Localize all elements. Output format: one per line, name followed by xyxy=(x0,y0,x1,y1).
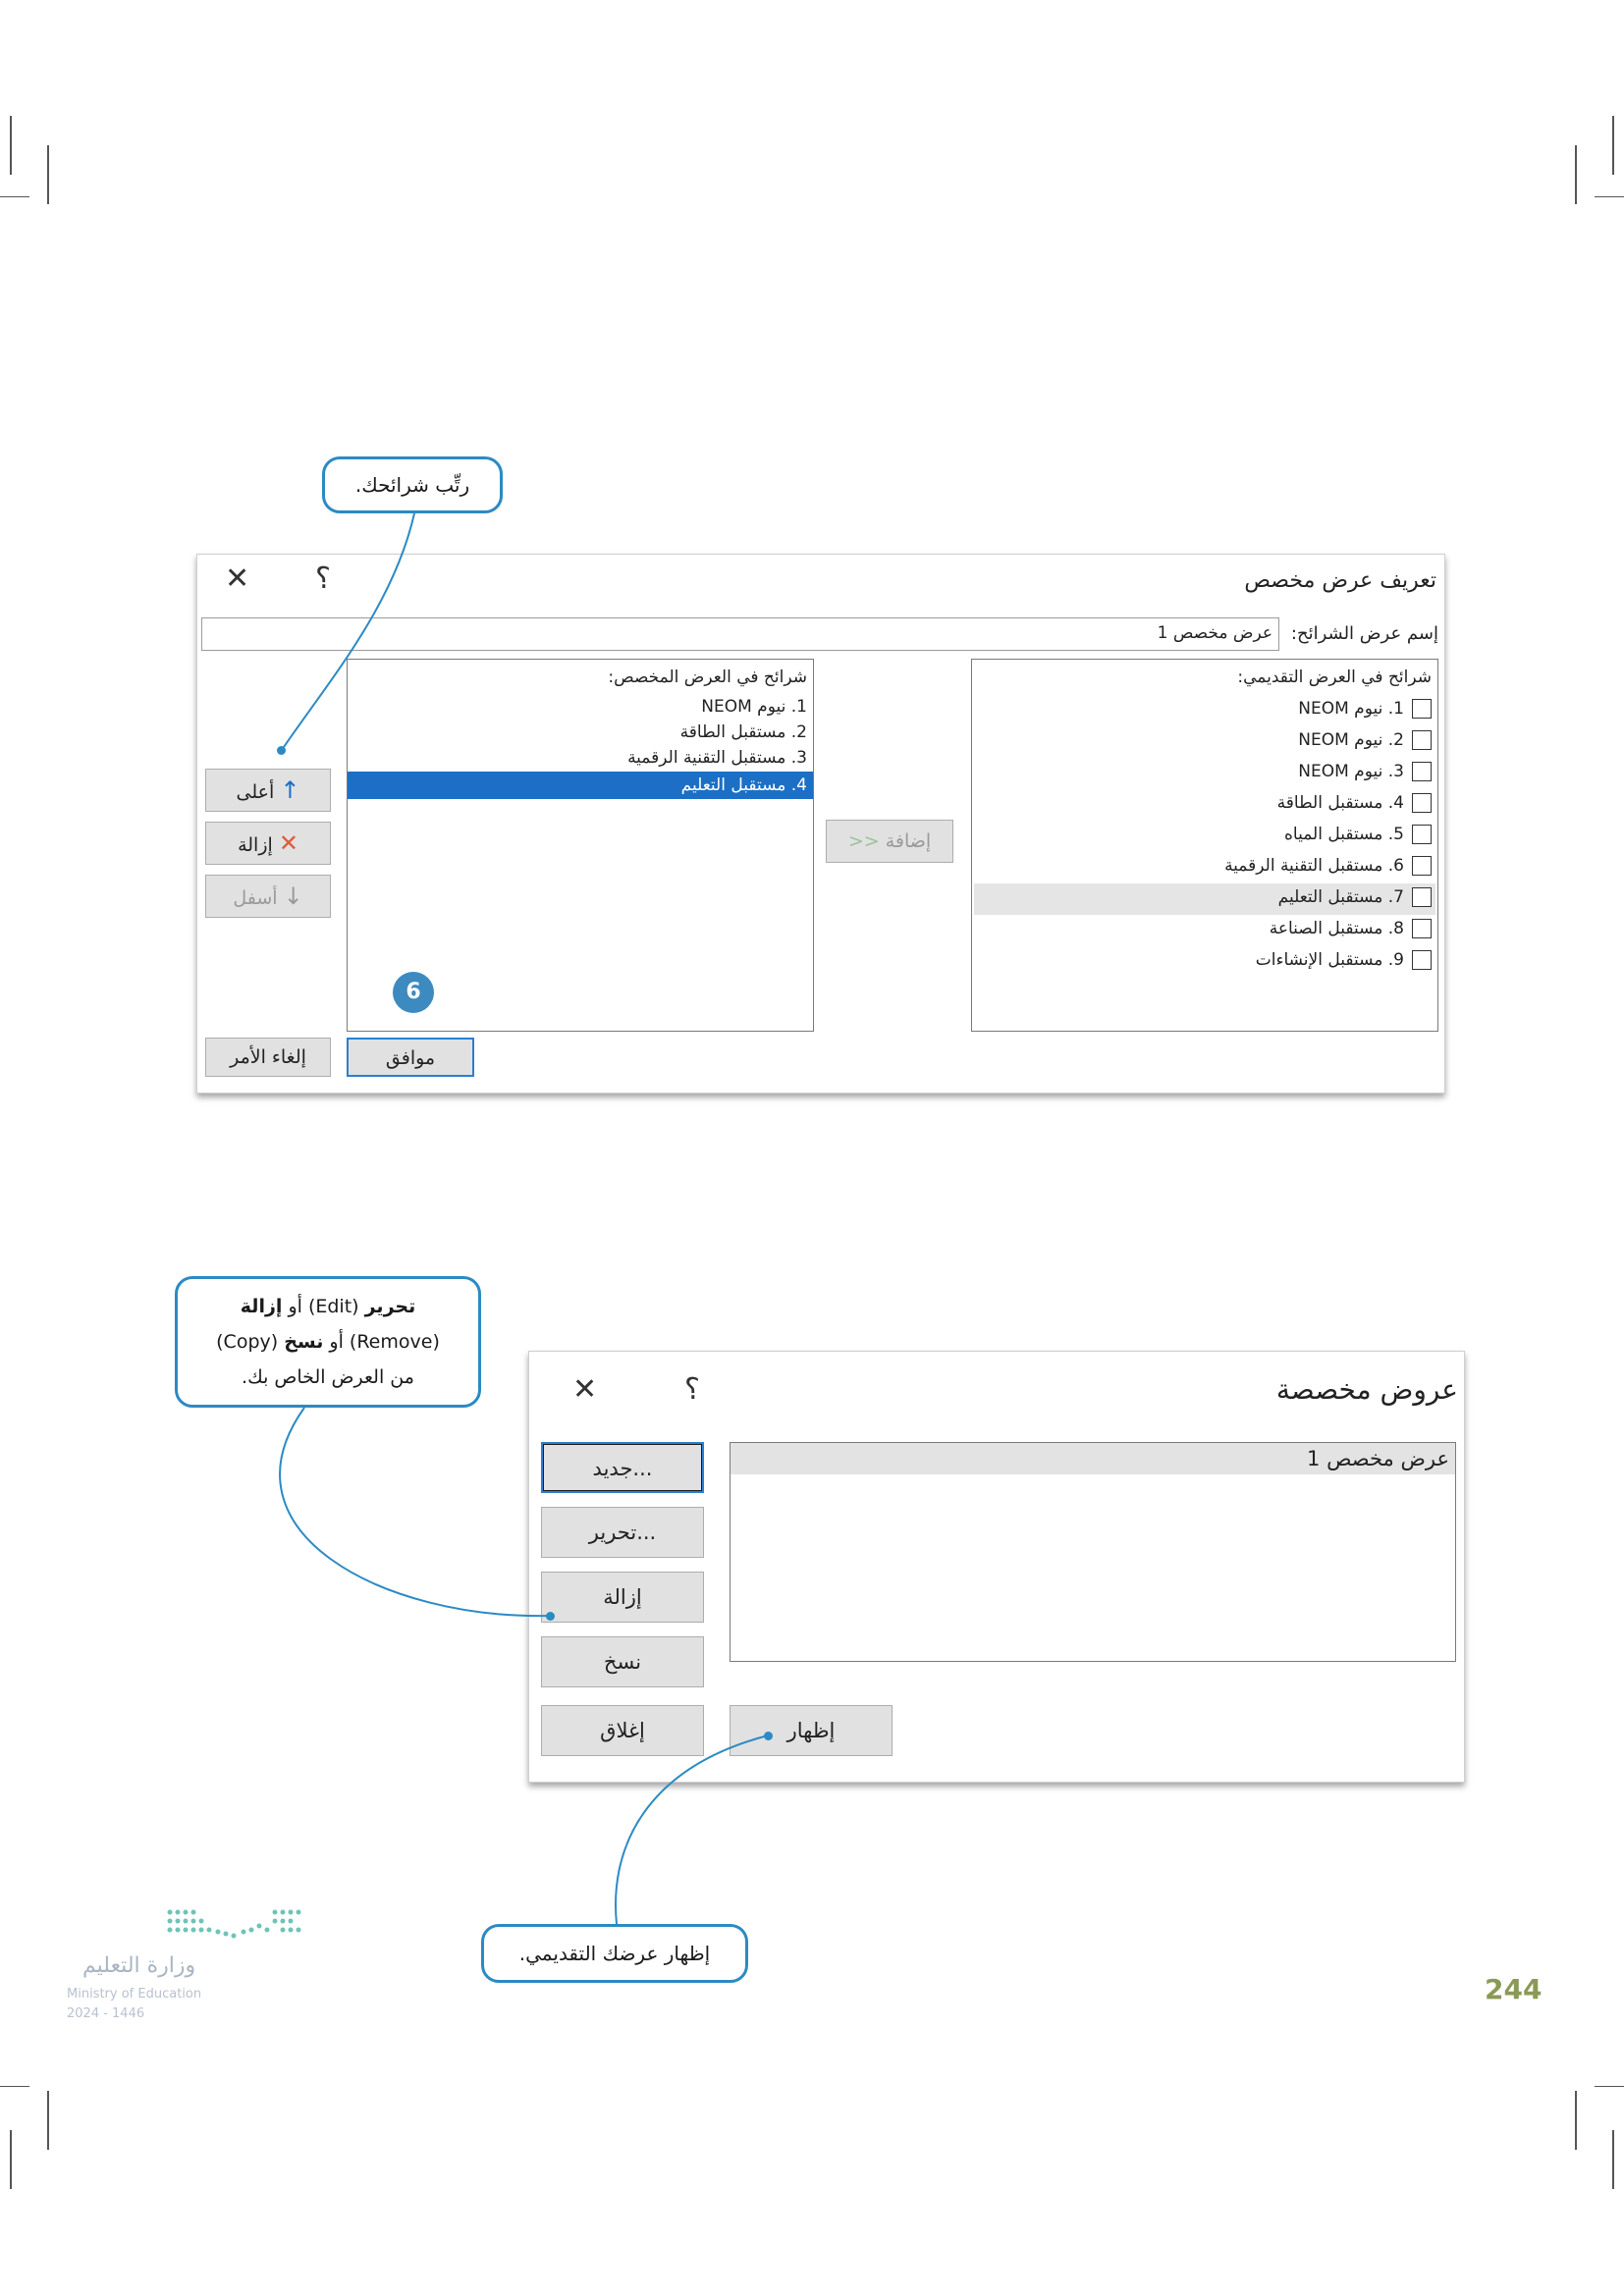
close-label: إغلاق xyxy=(600,1719,645,1742)
callout-line-1: تحرير (Edit) أو إزالة xyxy=(240,1296,416,1317)
help-icon[interactable]: ؟ xyxy=(315,561,331,596)
callout-line-3: من العرض الخاص بك. xyxy=(242,1366,414,1388)
remove-label: إزالة xyxy=(238,834,273,856)
list-item[interactable]: 3. مستقبل التقنية الرقمية xyxy=(627,748,807,768)
callout-line-2: (Remove) أو نسخ (Copy) xyxy=(216,1331,440,1353)
ministry-name-ar: وزارة التعليم xyxy=(82,1953,196,1978)
list-item[interactable]: 3. نيوم NEOM xyxy=(1298,762,1432,781)
new-label: جديد... xyxy=(592,1457,653,1480)
down-arrow-icon: ↓ xyxy=(283,882,303,910)
list-header: شرائح في العرض المخصص: xyxy=(608,667,807,687)
double-arrow-icon: << xyxy=(847,830,880,852)
list-item[interactable]: 1. نيوم NEOM xyxy=(701,697,807,717)
list-item[interactable]: 2. نيوم NEOM xyxy=(1298,730,1432,750)
ok-label: موافق xyxy=(385,1047,436,1069)
remove-x-icon: ✕ xyxy=(278,829,298,857)
page-number: 244 xyxy=(1485,1973,1543,2005)
name-label: إسم عرض الشرائح: xyxy=(1290,623,1438,644)
dialog-title: تعريف عرض مخصص xyxy=(1244,568,1436,593)
list-item-selected: 4. مستقبل التعليم xyxy=(680,775,807,795)
list-item[interactable]: 8. مستقبل الصناعة xyxy=(1270,919,1432,938)
ministry-name-en: Ministry of Education xyxy=(67,1987,202,2002)
list-item[interactable]: 6. مستقبل التقنية الرقمية xyxy=(1224,856,1432,876)
list-item[interactable]: 9. مستقبل الإنشاءات xyxy=(1256,950,1432,970)
list-item[interactable]: 5. مستقبل المياه xyxy=(1284,825,1432,844)
list-item[interactable]: 7. مستقبل التعليم xyxy=(1278,887,1432,907)
list-item[interactable]: 1. نيوم NEOM xyxy=(1298,699,1432,719)
name-input-value: عرض مخصص 1 xyxy=(1157,623,1272,643)
connector-dot xyxy=(764,1732,773,1740)
dialog-title: عروض مخصصة xyxy=(1275,1373,1458,1406)
list-item[interactable]: عرض مخصص 1 xyxy=(1307,1447,1449,1470)
add-label: إضافة xyxy=(885,830,932,852)
move-down-label: أسفل xyxy=(233,887,278,909)
list-item[interactable]: 4. مستقبل الطاقة xyxy=(1277,793,1432,813)
edit-label: تحرير... xyxy=(588,1521,657,1544)
close-icon[interactable]: ✕ xyxy=(225,561,250,596)
help-icon[interactable]: ؟ xyxy=(684,1372,700,1407)
connector-dot xyxy=(277,746,286,755)
show-label: إظهار xyxy=(786,1719,836,1742)
cancel-label: إلغاء الأمر xyxy=(230,1046,306,1068)
list-header: شرائح في العرض التقديمي: xyxy=(1237,667,1432,687)
ministry-logo xyxy=(165,1902,322,1951)
remove-label: إزالة xyxy=(603,1585,642,1609)
ministry-logo-dots xyxy=(165,1902,322,1951)
move-up-label: أعلى xyxy=(236,781,275,803)
close-icon[interactable]: ✕ xyxy=(572,1372,598,1407)
step-badge: 6 xyxy=(393,972,434,1013)
copy-label: نسخ xyxy=(603,1650,642,1674)
callout-arrange-text: رتِّب شرائحك. xyxy=(354,473,470,497)
list-item[interactable]: 2. مستقبل الطاقة xyxy=(679,722,807,742)
connector-dot xyxy=(546,1612,555,1621)
ministry-year: 2024 - 1446 xyxy=(67,2006,145,2021)
up-arrow-icon: ↑ xyxy=(280,776,300,804)
callout-show-text: إظهار عرضك التقديمي. xyxy=(518,1942,711,1965)
